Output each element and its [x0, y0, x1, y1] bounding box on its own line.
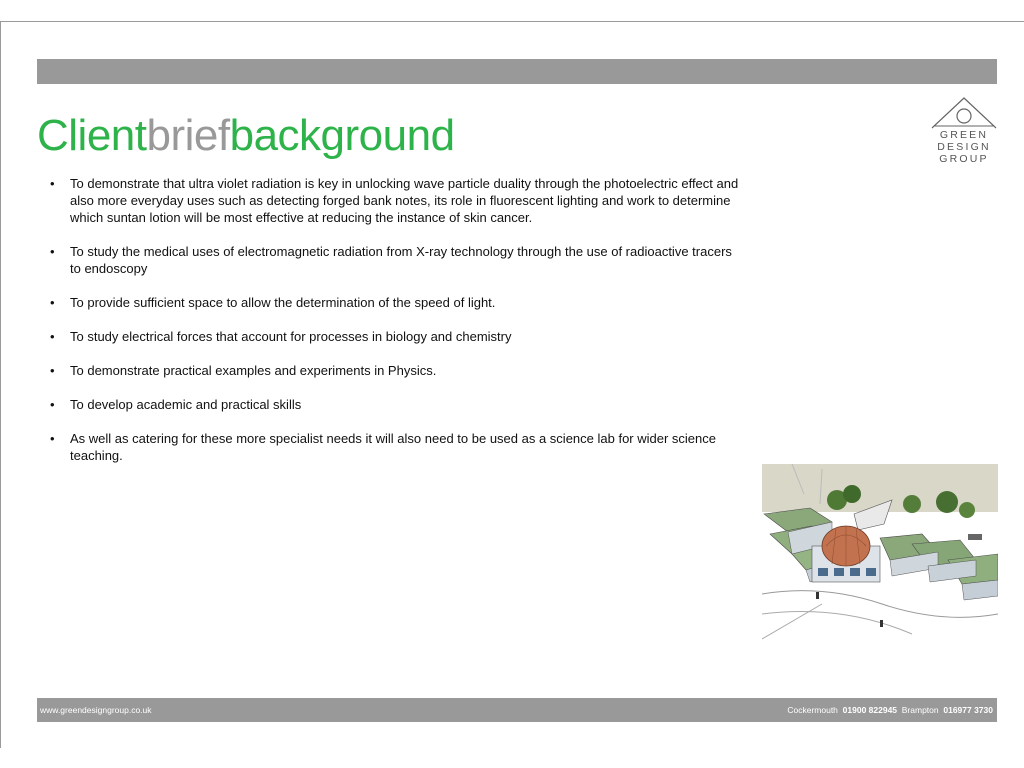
building-rendering-image	[762, 464, 998, 642]
bullet-text: To study the medical uses of electromagnetic radiation from X-ray technology through the use of radioactive tracers to endoscopy	[70, 244, 732, 276]
header-bar	[37, 59, 997, 84]
house-logo-icon	[930, 96, 998, 168]
bullet-glyph: •	[50, 329, 55, 344]
footer-bar	[37, 698, 997, 722]
bullet-glyph: •	[50, 363, 55, 378]
footer-website-link[interactable]: www.greendesigngroup.co.uk	[40, 705, 152, 715]
bullet-item	[46, 396, 746, 413]
bullet-text: To demonstrate that ultra violet radiation is key in unlocking wave particle duality through the photoelectric effect and also more everyday uses such as detecting forged bank notes, its role in fluorescent lighting and work to determine which suntan lotion will be most effective at reducing the instance of skin cancer.	[70, 176, 739, 225]
title-part-brief: brief	[146, 111, 230, 160]
bullet-item	[46, 362, 746, 379]
footer-phone-cockermouth: 01900 822945	[842, 705, 898, 715]
footer-town-brampton: Brampton	[901, 705, 939, 715]
title-part-background: background	[229, 111, 455, 160]
bullet-glyph: •	[50, 176, 55, 191]
bullet-glyph: •	[50, 431, 55, 446]
bullet-text: As well as catering for these more specialist needs it will also need to be used as a science lab for wider science teaching.	[70, 431, 716, 463]
building-illustration	[762, 464, 998, 642]
green-design-group-logo	[930, 96, 998, 168]
slide-left-border	[0, 21, 1, 748]
bullet-text: To provide sufficient space to allow the determination of the speed of light.	[70, 295, 496, 310]
bullet-glyph: •	[50, 244, 55, 259]
bullet-item	[46, 175, 746, 226]
slide-title	[37, 108, 455, 164]
bullet-item	[46, 328, 746, 345]
logo-text-design: DESIGN	[937, 141, 991, 153]
bullet-text: To demonstrate practical examples and experiments in Physics.	[70, 363, 437, 378]
bullet-item	[46, 243, 746, 277]
bullet-text: To develop academic and practical skills	[70, 397, 302, 412]
bullet-item	[46, 430, 746, 464]
bullet-item	[46, 294, 746, 311]
slide-top-border	[0, 21, 1024, 22]
brief-bullet-list	[46, 175, 746, 481]
footer-contacts	[787, 698, 993, 722]
bullet-glyph: •	[50, 295, 55, 310]
footer-town-cockermouth: Cockermouth	[787, 705, 838, 715]
bullet-glyph: •	[50, 397, 55, 412]
footer-phone-brampton: 016977 3730	[943, 705, 993, 715]
title-part-client: Client	[37, 111, 147, 160]
bullet-text: To study electrical forces that account for processes in biology and chemistry	[70, 329, 512, 344]
logo-text-green: GREEN	[939, 129, 989, 141]
logo-text-group: GROUP	[939, 153, 989, 165]
